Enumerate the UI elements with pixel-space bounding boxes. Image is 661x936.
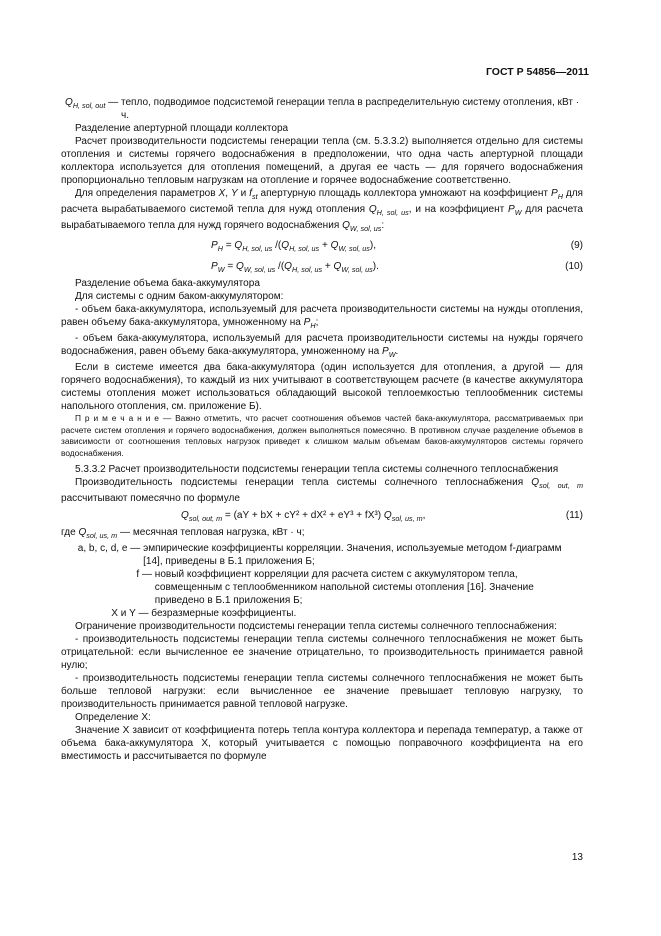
formula-number: (9) [570,240,583,251]
paragraph: Определение X: [75,712,151,723]
note-paragraph: П р и м е ч а н и е — Важно отметить, что расчет соотношения объемов частей бака-аккумулятора, рассматриваемых при расчете систем отопления и горячего водоснабжения, должен выполняться помесячно. В противном случае разделение объемов в зависимости от соотношения тепловых нагрузок приведет к слишком малым объемам баков-аккумуляторов системы горячего водоснабжения. [61,413,583,458]
formula [61,239,583,256]
definition-row [61,568,583,607]
paragraph: Для системы с одним баком-аккумулятором: [75,291,284,302]
paragraph: Для определения параметров X, Y и $f_{st}$ апертурную площадь коллектора умножают на коэффициент $P_H$ для расчета вырабатываемого системой тепла для нужд отопления $Q_{H, sol, us}$, и на коэффициент $P_W$ для расчета вырабатываемого тепла для нужд горячего водоснабжения $Q_{W, sol, us}$: [61,188,584,233]
formula-expression: $P_W = Q_{W, sol, us}$ $/(Q_{H, sol, us} + Q_{W, sol, us})$. [211,261,379,274]
definition-term: f — [61,569,155,580]
definition-text: новый коэффициент корреляции для расчета систем с аккумулятором тепла, совмещенным с теплообменником напольной системы отопления [16]. Значение приведено в Б.1 приложения Б; [154,569,534,606]
formula-number: (11) [565,510,583,521]
definition-text: месячная тепловая нагрузка, кВт · ч; [132,527,305,538]
definition-term: где $Q_{sol, us, m}$ — [61,527,133,540]
definition-row [61,607,583,620]
paragraph: Разделение объема бака-аккумулятора [75,278,260,289]
definition-row [61,526,583,542]
formula-expression: $Q_{sol, out, m} = (aY$ + bX + cY² + dX² + eY³ + fX³) $Q_{sol, us, m}$, [181,510,426,523]
definition-term: a, b, c, d, e — [61,543,144,554]
formula [61,260,583,277]
definition-text: тепло, подводимое подсистемой генерации тепла в распределительную систему отопления, кВт · ч. [120,97,580,121]
paragraph: Производительность подсистемы генерации тепла системы солнечного теплоснабжения $Q_{sol, out, m}$ рассчитывают помесячно по формуле [61,477,583,504]
paragraph: - производительность подсистемы генерации тепла системы солнечного теплоснабжения не может быть больше тепловой нагрузки: если вычисленное ее значение превышает тепловую нагрузку, то производительность принимается равной тепловой нагрузке. [61,673,583,710]
definition-text: эмпирические коэффициенты корреляции. Значения, используемые методом f-диаграмм [14], приведены в Б.1 приложения Б; [143,543,562,567]
paragraph: - объем бака-аккумулятора, используемый для расчета производительности системы на нужды горячего водоснабжения, равен объему бака-аккумулятора, умноженному на $P_W$. [61,333,583,359]
formula-number: (10) [565,261,583,272]
formula [61,509,583,526]
paragraph: - производительность подсистемы генерации тепла системы солнечного теплоснабжения не может быть отрицательной: если вычисленное ее значение отрицательно, то производительность принимается равной нулю; [61,634,583,671]
definition-text: безразмерные коэффициенты. [151,608,297,619]
definition-row [61,542,583,568]
definition-row [61,96,583,122]
paragraph: 5.3.3.2 Расчет производительности подсистемы генерации тепла системы солнечного теплоснабжения [75,464,559,475]
definition-term: X и Y — [61,608,152,619]
definition-term: $Q_{H, sol, out}$ — [65,97,121,110]
page-number: 13 [571,852,583,863]
paragraph: Разделение апертурной площади коллектора [75,123,289,134]
paragraph: Расчет производительности подсистемы генерации тепла (см. 5.3.3.2) выполняется отдельно для системы отопления и системы горячего водоснабжения в предположении, что одна часть апертурной площади коллектора используется для отопления помещений, а другая ее часть — для горячего водоснабжения пропорционально тепловым нагрузкам на отопление и горячее водоснабжение соответственно. [61,136,583,186]
paragraph: Если в системе имеется два бака-аккумулятора (один используется для отопления, а другой — для горячего водоснабжения), то каждый из них учитывают в соответствующем расчете (в качестве аккумулятора системы отопления может использоваться обладающий высокой теплоемкостью теплообменник системы напольного отопления, см. приложение Б). [61,362,583,412]
formula-expression: $P_H = Q_{H, sol, us}$ $/(Q_{H, sol, us} + Q_{W, sol, us})$, [211,240,376,253]
paragraph: Ограничение производительности подсистемы генерации тепла системы солнечного теплоснабжения: [75,621,557,632]
standard-header: ГОСТ Р 54856—2011 [485,66,589,78]
paragraph: Значение X зависит от коэффициента потерь тепла контура коллектора и перепада температур, а также от объема бака-аккумулятора X, который учитывается с помощью поправочного коэффициента на его вместимость и рассчитывается по формуле [61,725,583,762]
page-content [61,96,583,763]
paragraph: - объем бака-аккумулятора, используемый для расчета производительности системы на нужды отопления, равен объему бака-аккумулятора, умноженному на $P_H$; [61,304,583,330]
